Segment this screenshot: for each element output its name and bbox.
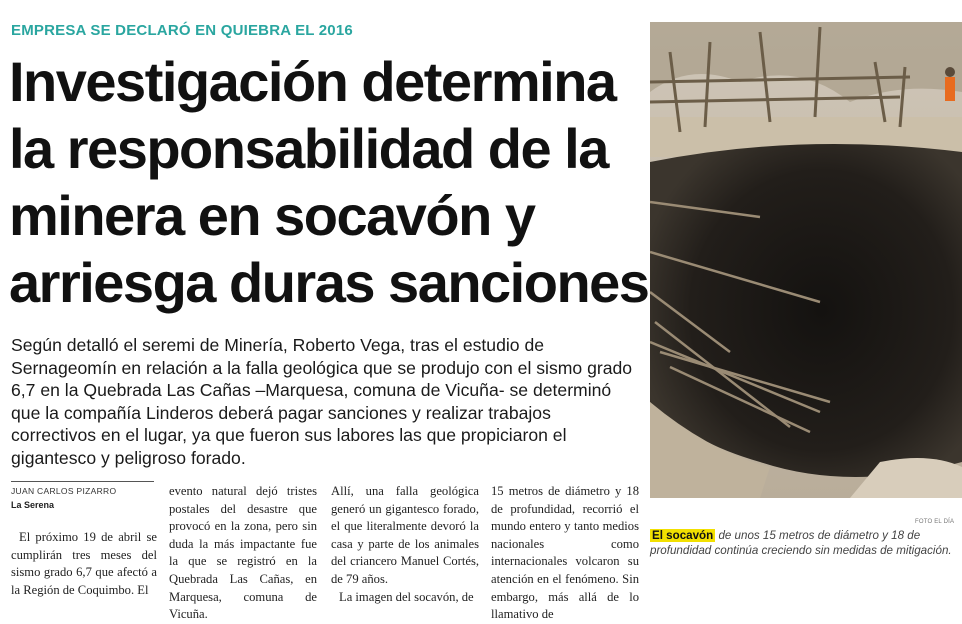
body-text: 15 metros de diámetro y 18 de profundidad, recorrió el mundo entero y tanto medios nacionales como internacionales volcaron su atención en el fenómeno. Sin embargo, más allá de lo llamativo de [491,484,639,622]
headline-line: la responsabilidad de la [9,117,608,180]
byline-divider [11,481,154,482]
body-text: evento natural dejó tristes postales del desastre que provocó en la zona, pero sin duda la más impactante fue la que se registró en la Quebrada Las Cañas, en Marquesa, comuna de Vicuña. [169,484,317,622]
headline-line: Investigación determina [9,50,616,113]
byline-author: JUAN CARLOS PIZARRO [11,486,117,496]
kicker: EMPRESA SE DECLARÓ EN QUIEBRA EL 2016 [11,22,353,39]
headline-line: minera en socavón y [9,184,535,247]
body-text: La imagen del socavón, de [339,589,474,604]
body-column-2 [169,483,317,624]
photo-credit: FOTO EL DÍA [915,519,955,525]
photo-caption [650,528,955,558]
sinkhole-photo [650,22,962,498]
body-column-1 [11,529,157,599]
headline [9,48,649,316]
caption-text: de unos 15 metros de diámetro y 18 de profundidad continúa creciendo sin medidas de mitigación. [650,529,952,557]
headline-line: arriesga duras sanciones [9,251,649,314]
body-text: Allí, una falla geológica generó un gigantesco forado, el que literalmente devoró la casa y parte de los animales del criancero Manuel Cortés, de 79 años. [331,484,479,586]
body-column-4 [491,483,639,624]
byline-city: La Serena [11,500,55,510]
lead-paragraph: Según detalló el seremi de Minería, Roberto Vega, tras el estudio de Sernageomín en relación a la falla geológica que se produjo con el sismo grado 6,7 en la Quebrada Las Cañas –Marquesa, comuna de Vicuña- se determinó que la compañía Linderos deberá pagar sanciones y realizar trabajos correctivos en el lugar, ya que fueron sus labores las que propiciaron el gigantesco y peligroso forado. [11,335,633,468]
caption-label: El socavón [652,529,714,542]
body-text: El próximo 19 de abril se cumplirán tres meses del sismo grado 6,7 que afectó a la Región de Coquimbo. El [11,530,157,597]
body-column-3 [331,483,479,606]
